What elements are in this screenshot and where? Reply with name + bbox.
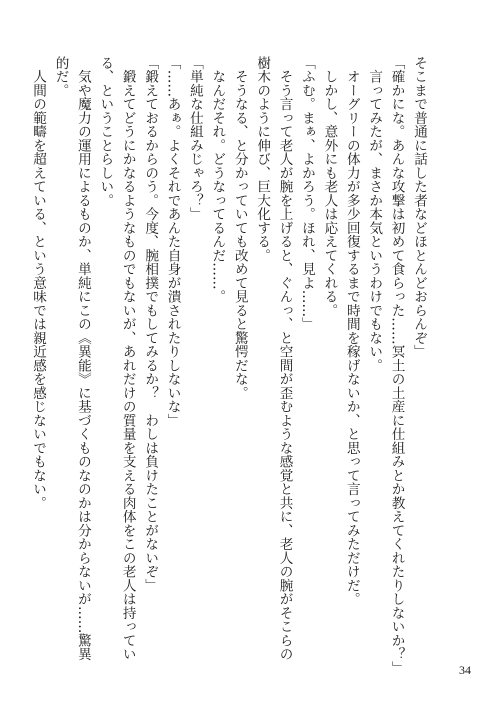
text-line: 「ふむ。まぁ、よかろう。ほれ、見よ……」 xyxy=(298,56,315,331)
text-line: 樹木のように伸び、巨大化する。 xyxy=(254,56,271,263)
text-line: 「鍛えておるからのう。今度、腕相撲でもしてみるか？ わしは負けたことがないぞ」 xyxy=(142,56,159,593)
text-line: 「……あぁ。よくそれであんた自身が潰されたりしないな」 xyxy=(164,56,181,428)
page-number: 34 xyxy=(459,663,471,677)
text-line: 言ってみたが、まさか本気というわけでもない。 xyxy=(366,56,383,373)
text-line: る、ということらしい。 xyxy=(97,56,114,208)
text-line: 人間の範疇を超えている、という意味では親近感を感じないでもない。 xyxy=(30,56,47,510)
text-line: なんだそれ。どうなってるんだ……。 xyxy=(209,56,226,304)
text-line: 「確かにな。あんな攻撃は初めて食らった……冥土の土産に仕組みとか教えてくれたりしないか？」 xyxy=(388,56,405,675)
text-line: 気や魔力の運用によるものか、単純にこの《異能》に基づくものなのかは分からないが……驚異 xyxy=(74,56,91,661)
text-line: しかし、意外にも老人は応えてくれる。 xyxy=(321,56,338,318)
text-line: オーグリーの体力が多少回復するまで時間を稼げないか、と思って言ってみただけだ。 xyxy=(343,56,360,606)
text-line: そう言って老人が腕を上げると、ぐんっ、と空間が歪むような感覚と共に、老人の腕がそこらの xyxy=(276,56,293,661)
text-line: 的だ。 xyxy=(52,56,69,98)
text-line: そこまで普通に話した者などほとんどおらんぞ」 xyxy=(411,56,427,359)
text-line: そうなる、と分かっていても改めて見ると驚愕だな。 xyxy=(231,56,248,400)
text-line: 鍛えてどうにかなるようなものでもないが、あれだけの質量を支える肉体をこの老人は持ってい xyxy=(119,56,136,661)
text-line: 「単純な仕組みじゃろ？」 xyxy=(186,56,203,221)
body-text xyxy=(27,56,430,675)
